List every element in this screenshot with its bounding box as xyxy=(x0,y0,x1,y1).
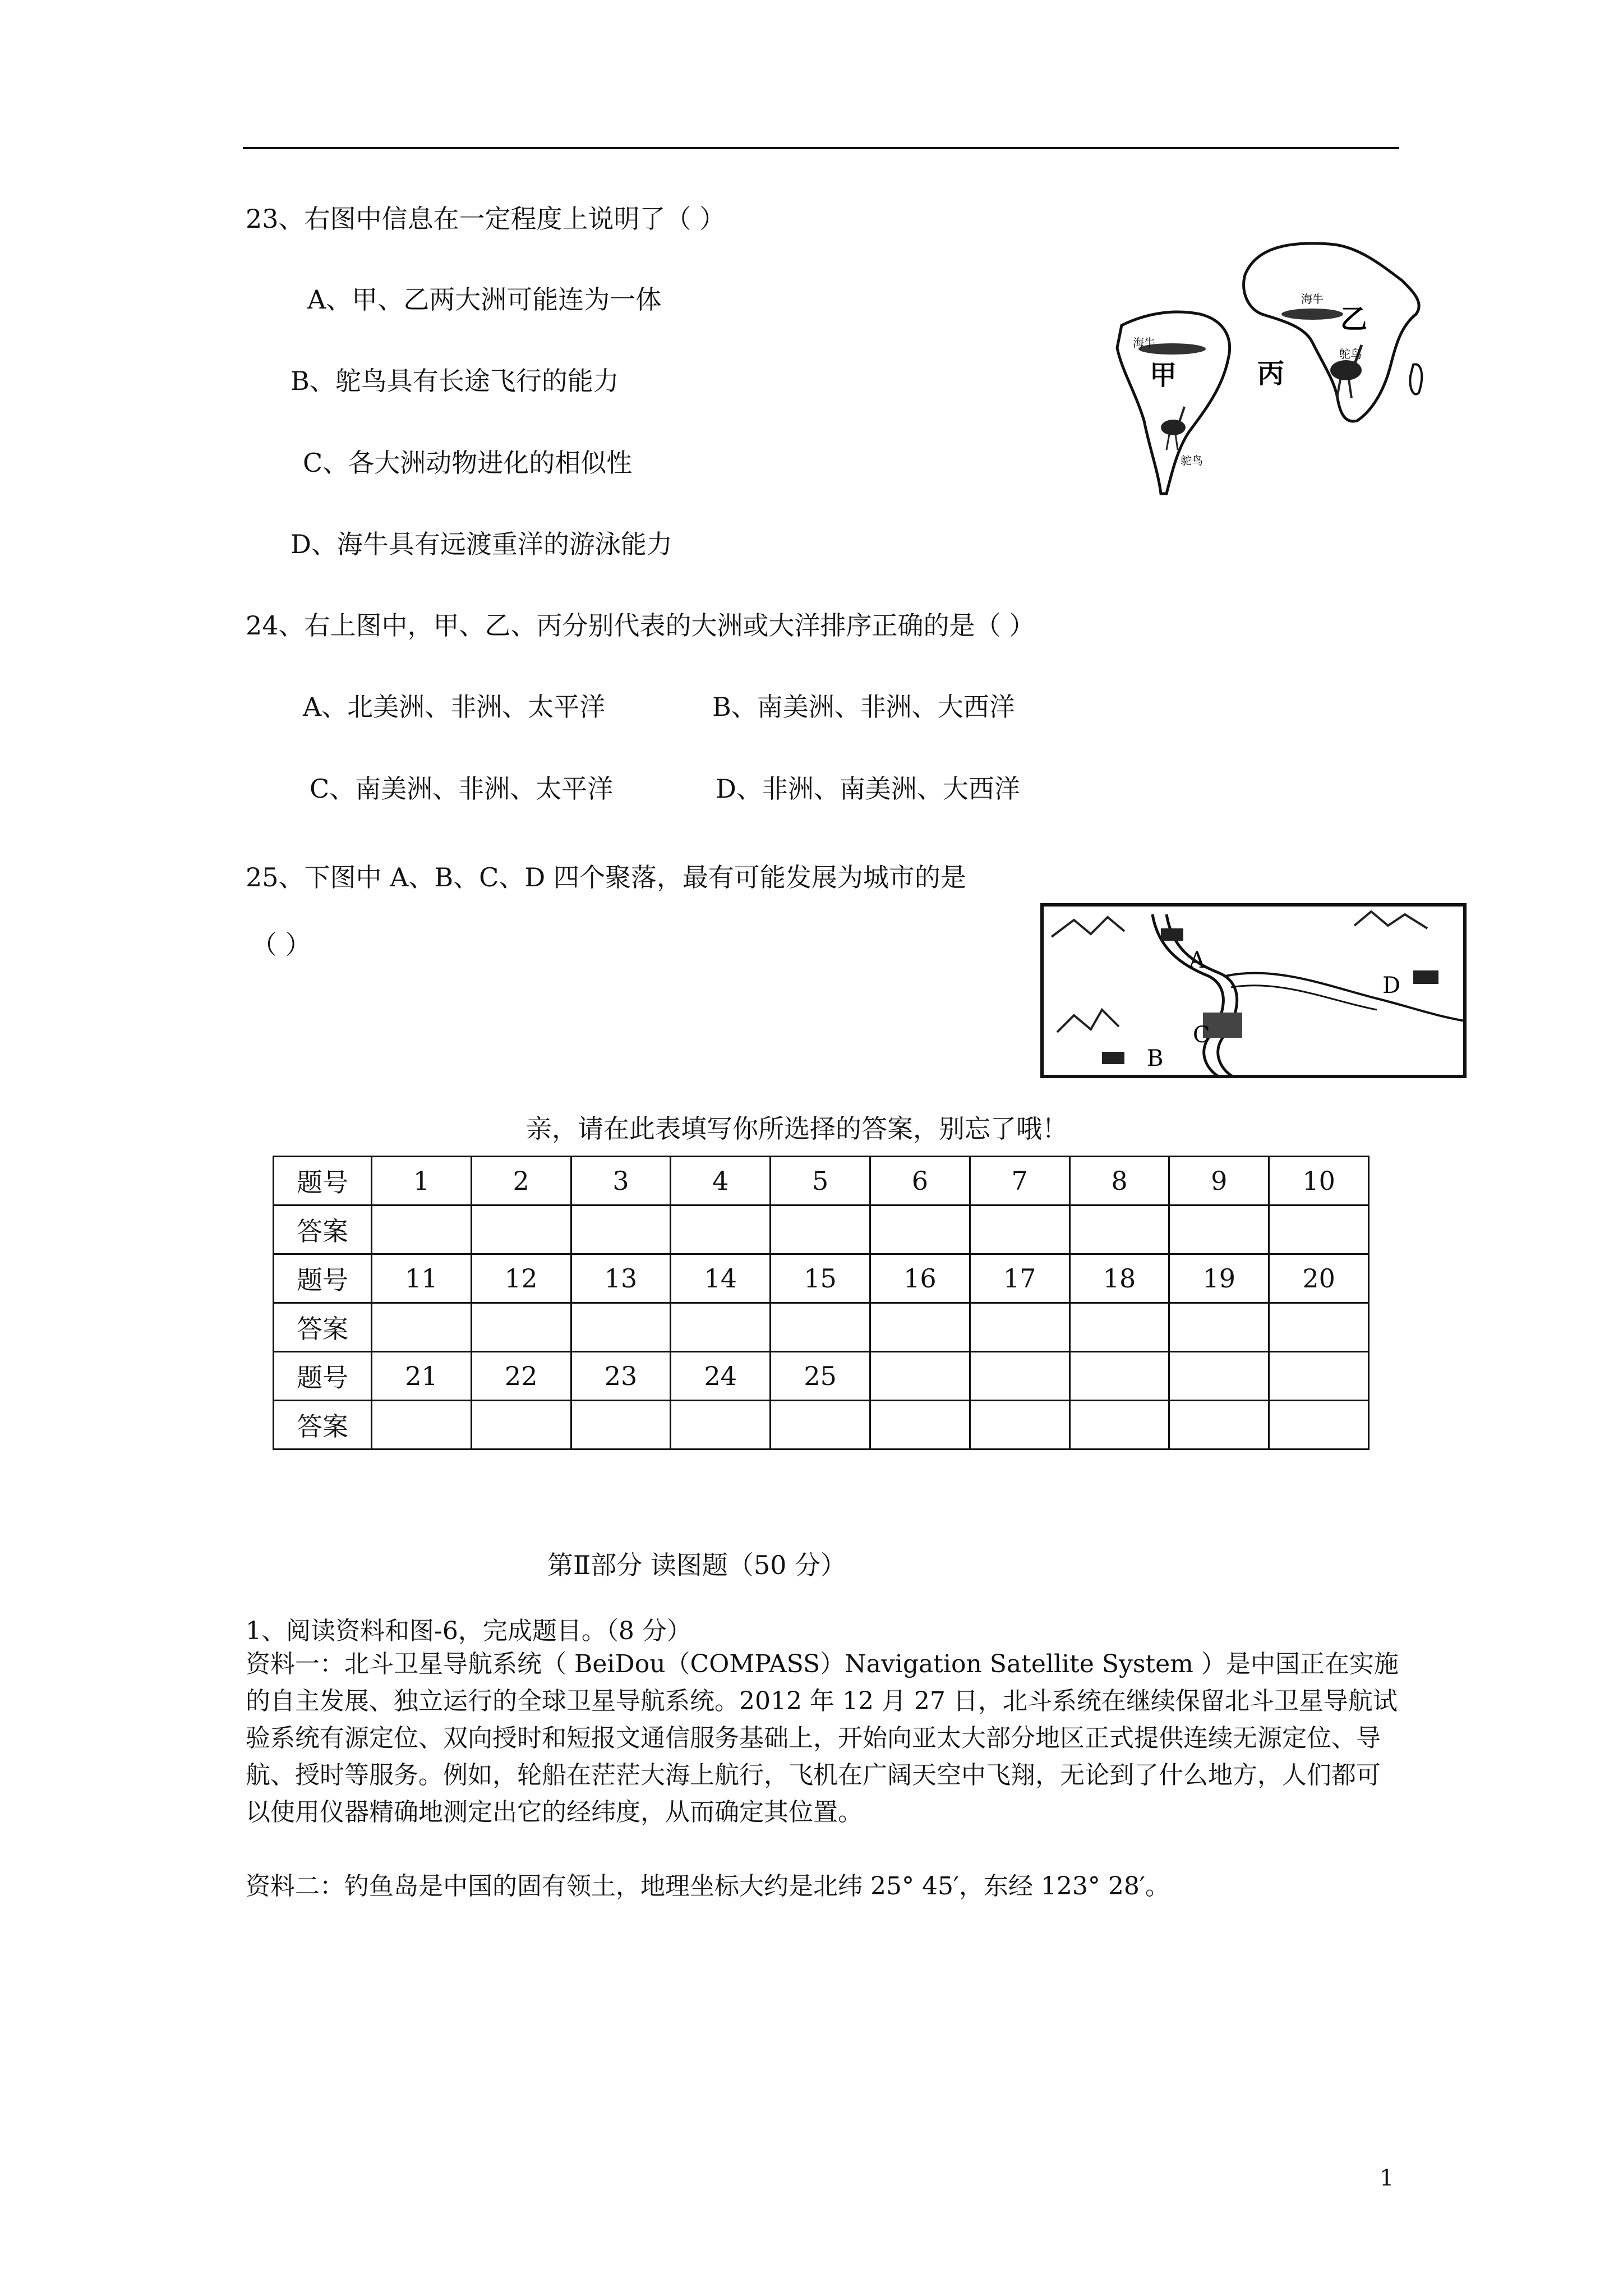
answer-cell[interactable] xyxy=(671,1401,771,1450)
map2-label-b: B xyxy=(1147,1046,1164,1071)
answer-cell[interactable] xyxy=(571,1205,671,1254)
question-number-cell: 25 xyxy=(771,1352,870,1401)
table-row-label: 答案 xyxy=(274,1401,372,1450)
question-number-cell: 14 xyxy=(671,1254,771,1303)
question-number-cell: 15 xyxy=(771,1254,870,1303)
answer-table xyxy=(273,1156,1370,1450)
material-one: 资料一：北斗卫星导航系统（ BeiDou（COMPASS）Navigation Satellite System ）是中国正在实施的自主发展、独立运行的全球卫星导航系统。2012 年 12 月 27 日，北斗系统在继续保留北斗卫星导航试验系统有源定位、双向授时和短报文通信服务基础上，开始向亚太大部分地区正式提供连续无源定位、导航、授时等服务。例如，轮船在茫茫大海上航行，飞机在广阔天空中飞翔，无论到了什么地方，人们都可以使用仪器精确地测定出它的经纬度，从而确定其位置。 xyxy=(246,1650,1399,1826)
question-number-cell: 6 xyxy=(870,1157,970,1205)
settlement-map xyxy=(1040,903,1467,1078)
table-row xyxy=(274,1303,1369,1352)
question-number-cell: 8 xyxy=(1069,1157,1169,1205)
q23-option-d: D、海牛具有远渡重洋的游泳能力 xyxy=(291,529,672,559)
table-row-label: 答案 xyxy=(274,1205,372,1254)
table-row xyxy=(274,1205,1369,1254)
map2-label-d: D xyxy=(1382,973,1401,999)
answer-cell[interactable] xyxy=(1269,1205,1369,1254)
answer-cell[interactable] xyxy=(1169,1401,1269,1450)
map1-label-manatee-left: 海牛 xyxy=(1133,336,1155,349)
answer-cell[interactable] xyxy=(372,1401,472,1450)
question-number-cell: 17 xyxy=(970,1254,1069,1303)
question-number-cell: 1 xyxy=(372,1157,472,1205)
question-number-cell: 3 xyxy=(571,1157,671,1205)
question-number-cell: 23 xyxy=(571,1352,671,1401)
settlement-d-icon xyxy=(1413,970,1438,984)
part2-title: 第Ⅱ部分 读图题（50 分） xyxy=(547,1550,847,1580)
question-number-cell: 12 xyxy=(471,1254,571,1303)
q24-option-a: A、北美洲、非洲、太平洋 xyxy=(303,692,606,722)
answer-cell[interactable] xyxy=(372,1205,472,1254)
part2-q1-stem: 1、阅读资料和图-6，完成题目。（8 分） xyxy=(246,1617,691,1645)
q25-stem: 25、下图中 A、B、C、D 四个聚落，最有可能发展为城市的是 xyxy=(246,862,966,892)
question-number-cell: 7 xyxy=(970,1157,1069,1205)
answer-cell[interactable] xyxy=(970,1303,1069,1352)
question-number-cell: 4 xyxy=(671,1157,771,1205)
question-number-cell: 24 xyxy=(671,1352,771,1401)
answer-cell[interactable] xyxy=(771,1401,870,1450)
answer-cell[interactable] xyxy=(970,1205,1069,1254)
question-number-cell: 2 xyxy=(471,1157,571,1205)
map1-label-yi: 乙 xyxy=(1340,303,1368,335)
answer-cell[interactable] xyxy=(471,1205,571,1254)
answer-cell[interactable] xyxy=(870,1401,970,1450)
table-row xyxy=(274,1157,1369,1205)
question-number-cell: 21 xyxy=(372,1352,472,1401)
answer-cell[interactable] xyxy=(372,1303,472,1352)
question-number-cell xyxy=(1169,1352,1269,1401)
manatee-right-icon xyxy=(1281,309,1343,320)
answer-cell[interactable] xyxy=(571,1303,671,1352)
question-number-cell: 10 xyxy=(1269,1157,1369,1205)
page-number: 1 xyxy=(1380,2165,1394,2191)
answer-cell[interactable] xyxy=(1169,1205,1269,1254)
q23-option-a: A、甲、乙两大洲可能连为一体 xyxy=(307,284,662,315)
question-number-cell: 19 xyxy=(1169,1254,1269,1303)
question-number-cell: 9 xyxy=(1169,1157,1269,1205)
answer-cell[interactable] xyxy=(870,1205,970,1254)
answer-table-caption: 亲，请在此表填写你所选择的答案，别忘了哦！ xyxy=(526,1114,1068,1144)
question-number-cell: 16 xyxy=(870,1254,970,1303)
answer-cell[interactable] xyxy=(1269,1303,1369,1352)
q24-option-d: D、非洲、南美洲、大西洋 xyxy=(716,774,1020,804)
q25-paren: （ ） xyxy=(251,930,311,960)
q24-option-c: C、南美洲、非洲、太平洋 xyxy=(310,774,614,804)
settlement-b-icon xyxy=(1102,1052,1124,1064)
q23-option-b: B、鸵鸟具有长途飞行的能力 xyxy=(291,366,619,396)
answer-cell[interactable] xyxy=(671,1205,771,1254)
question-number-cell: 18 xyxy=(1069,1254,1169,1303)
map1-label-ostrich-right: 鸵鸟 xyxy=(1339,347,1362,361)
q23-option-c: C、各大洲动物进化的相似性 xyxy=(303,448,633,478)
question-number-cell xyxy=(1069,1352,1169,1401)
q24-option-b: B、南美洲、非洲、大西洋 xyxy=(712,692,1015,722)
answer-cell[interactable] xyxy=(771,1303,870,1352)
question-number-cell xyxy=(870,1352,970,1401)
continents-map xyxy=(1110,230,1436,499)
map1-label-jia: 甲 xyxy=(1150,360,1177,391)
settlement-a-icon xyxy=(1161,928,1183,941)
table-row-label: 答案 xyxy=(274,1303,372,1352)
question-number-cell xyxy=(1269,1352,1369,1401)
answer-cell[interactable] xyxy=(571,1401,671,1450)
answer-cell[interactable] xyxy=(471,1303,571,1352)
q24-stem: 24、右上图中，甲、乙、丙分别代表的大洲或大洋排序正确的是（ ） xyxy=(246,610,1035,641)
map1-label-bing: 丙 xyxy=(1257,358,1285,389)
table-row xyxy=(274,1254,1369,1303)
table-row-label: 题号 xyxy=(274,1157,372,1205)
material-two: 资料二：钓鱼岛是中国的固有领土，地理坐标大约是北纬 25° 45′，东经 123° 28′。 xyxy=(246,1872,1170,1901)
answer-cell[interactable] xyxy=(1269,1401,1369,1450)
question-number-cell: 13 xyxy=(571,1254,671,1303)
question-number-cell: 5 xyxy=(771,1157,870,1205)
answer-cell[interactable] xyxy=(771,1205,870,1254)
question-number-cell: 11 xyxy=(372,1254,472,1303)
answer-cell[interactable] xyxy=(1069,1205,1169,1254)
table-row-label: 题号 xyxy=(274,1254,372,1303)
answer-cell[interactable] xyxy=(1169,1303,1269,1352)
answer-cell[interactable] xyxy=(970,1401,1069,1450)
answer-cell[interactable] xyxy=(671,1303,771,1352)
answer-cell[interactable] xyxy=(870,1303,970,1352)
table-row xyxy=(274,1401,1369,1450)
question-number-cell xyxy=(970,1352,1069,1401)
map2-label-c: C xyxy=(1193,1022,1210,1048)
question-number-cell: 22 xyxy=(471,1352,571,1401)
map1-label-ostrich-left: 鸵鸟 xyxy=(1181,454,1203,467)
q23-stem: 23、右图中信息在一定程度上说明了（ ） xyxy=(246,204,726,234)
question-number-cell: 20 xyxy=(1269,1254,1369,1303)
answer-cell[interactable] xyxy=(1069,1303,1169,1352)
table-row-label: 题号 xyxy=(274,1352,372,1401)
map2-label-a: A xyxy=(1189,947,1205,973)
answer-cell[interactable] xyxy=(471,1401,571,1450)
header-rule xyxy=(243,147,1399,149)
map1-label-manatee-right: 海牛 xyxy=(1301,292,1324,306)
answer-cell[interactable] xyxy=(1069,1401,1169,1450)
table-row xyxy=(274,1352,1369,1401)
